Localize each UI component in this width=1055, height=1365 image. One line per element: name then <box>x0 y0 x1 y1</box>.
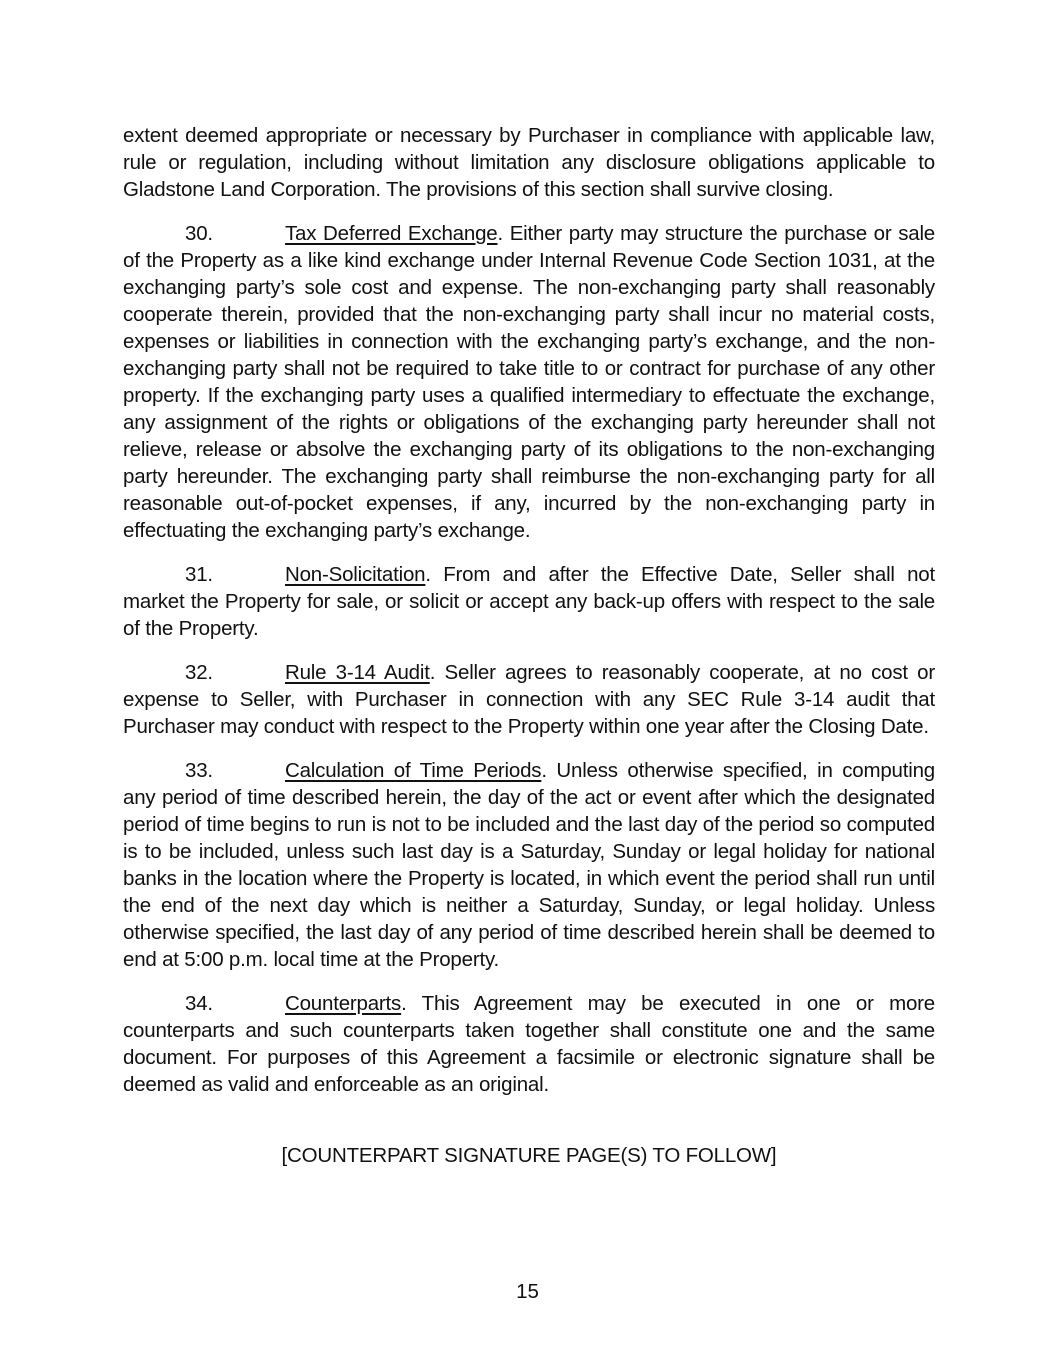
signature-note-text: [COUNTERPART SIGNATURE PAGE(S) TO FOLLOW] <box>281 1144 777 1167</box>
section-heading: Counterparts <box>285 992 402 1015</box>
section-number: 32. <box>185 661 213 684</box>
section-number: 31. <box>185 563 213 586</box>
intro-paragraph-text: extent deemed appropriate or necessary by Purchaser in compliance with applicable law, rule or regulation, including without limitation any disclosure obligations applicable to Gladstone Land Corporation. The provisions of this section shall survive closing. <box>123 124 935 201</box>
section-number: 34. <box>185 992 213 1015</box>
section-heading: Tax Deferred Exchange <box>285 222 498 245</box>
section-body: . Seller agrees to reasonably cooperate, at no cost or expense to Seller, with Purchaser in connection with any SEC Rule 3-14 audit that Purchaser may conduct with respect to the Property within one year after the Closing Date. <box>123 661 935 738</box>
section-number: 33. <box>185 759 213 782</box>
section-heading: Non-Solicitation <box>285 563 426 586</box>
section-heading: Calculation of Time Periods <box>285 759 542 782</box>
section-32 <box>123 659 935 740</box>
section-30 <box>123 220 935 544</box>
section-number: 30. <box>185 222 213 245</box>
section-body: . Either party may structure the purchase or sale of the Property as a like kind exchange under Internal Revenue Code Section 1031, at the exchanging party’s sole cost and expense. The non-exchanging party shall reasonably cooperate therein, provided that the non-exchanging party shall incur no material costs, expenses or liabilities in connection with the exchanging party’s exchange, and the non-exchanging party shall not be required to take title to or contract for purchase of any other property. If the exchanging party uses a qualified intermediary to effectuate the exchange, any assignment of the rights or obligations of the exchanging party hereunder shall not relieve, release or absolve the exchanging party of its obligations to the non-exchanging party hereunder. The exchanging party shall reimburse the non-exchanging party for all reasonable out-of-pocket expenses, if any, incurred by the non-exchanging party in effectuating the exchanging party’s exchange. <box>123 222 935 542</box>
signature-note <box>123 1142 935 1169</box>
section-heading: Rule 3-14 Audit <box>285 661 430 684</box>
section-34 <box>123 990 935 1098</box>
section-body: . From and after the Effective Date, Seller shall not market the Property for sale, or solicit or accept any back-up offers with respect to the sale of the Property. <box>123 563 935 640</box>
section-body: . Unless otherwise specified, in computing any period of time described herein, the day of the act or event after which the designated period of time begins to run is not to be included and the last day of the period so computed is to be included, unless such last day is a Saturday, Sunday or legal holiday for national banks in the location where the Property is located, in which event the period shall run until the end of the next day which is neither a Saturday, Sunday, or legal holiday. Unless otherwise specified, the last day of any period of time described herein shall be deemed to end at 5:00 p.m. local time at the Property. <box>123 759 935 971</box>
section-33 <box>123 757 935 973</box>
page-number <box>0 1278 1055 1305</box>
page-number-text: 15 <box>516 1280 539 1303</box>
intro-paragraph <box>123 122 935 203</box>
section-body: . This Agreement may be executed in one or more counterparts and such counterparts taken together shall constitute one and the same document. For purposes of this Agreement a facsimile or electronic signature shall be deemed as valid and enforceable as an original. <box>123 992 935 1096</box>
section-31 <box>123 561 935 642</box>
